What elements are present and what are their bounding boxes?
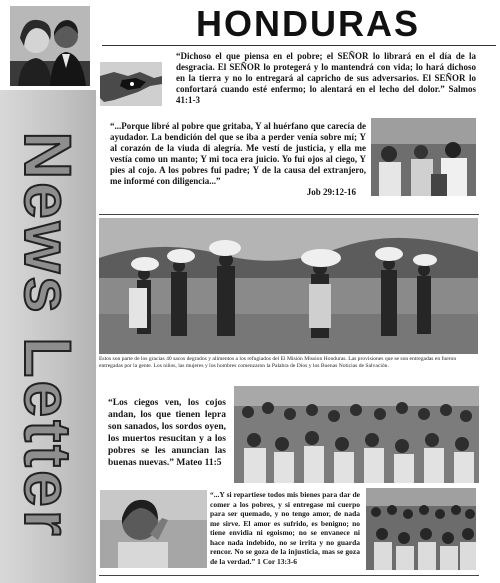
title-divider — [102, 45, 496, 46]
vertical-newsletter-title: News Letter — [11, 131, 85, 539]
job-quote — [110, 121, 366, 198]
vertical-title-wrap — [0, 90, 96, 580]
job-quote-text: “...Porque libré al pobre que gritaba, Y al huérfano que carecía de ayudador. La bendición del que se iba a perder venía sobre mí; Y al corazón de la viuda di alegría. Me vestí de justicia, y ella me vestía como un manto; Y mi toca era juicio. Yo fui ojos al ciego, Y pies al cojo. A los pobres fui padre; Y de la causa del extranjero, me informé con diligencia...” — [110, 121, 366, 186]
aid-distribution-photo — [99, 218, 478, 354]
corinthians-quote-text: “...Y si repartiese todos mis bienes para dar de comer a los pobres, y si entregase mi cuerpo para ser quemado, y no tengo amor, de nada me sirve. El amor es sufrido, es benigno; no tiene envidia ni egoismo; no se envanece ni hace nada indebido, no se irrita y no guarda rencor. No se goza de la injusticia, mas se goza de la verdad.” — [210, 490, 360, 566]
family-group-photo — [371, 118, 476, 196]
photo-divider-bottom — [99, 575, 479, 576]
corinthians-quote — [210, 490, 360, 566]
children-crowd-photo — [234, 386, 479, 483]
psalm-quote-reference: Salmos 41:1-3 — [176, 84, 477, 105]
psalm-quote — [176, 51, 476, 106]
gathering-crowd-photo — [366, 488, 476, 570]
matthew-quote — [108, 397, 226, 469]
matthew-quote-text: “Los ciegos ven, los cojos andan, los que tienen lepra son sanados, los sordos oyen, los muertos resucitan y a los pobres se les anuncian las buenas nuevas.” — [108, 398, 226, 468]
honduras-map-image — [100, 62, 162, 106]
photo-divider-top — [99, 214, 479, 215]
psalm-quote-text: “Dichoso el que piensa en el pobre; el SEÑOR lo librará en el día de la desgracia. El SEÑOR lo protegerá y lo mantendrá con vida; lo hará dichoso en la tierra y no lo entregará al capricho de sus adversarios. El SEÑOR lo confortará cuando esté enfermo; lo alentará en el lecho del dolor.” — [176, 51, 476, 94]
page-title: HONDURAS — [195, 3, 420, 44]
couple-portrait-photo — [10, 6, 90, 86]
matthew-quote-reference: Mateo 11:5 — [176, 458, 222, 468]
photo-caption: Estos son parte de los gracias 40 sacos degrados y alimentos a los refugiados del El Misión Mission Honduras. Las provisiones que se son entregadas en fueron entregadas por la gente. Los niños, las mujeres y los hombres comenzaron la Palabra de Dios y los Buenas Noticias de Salvación. — [99, 356, 457, 369]
praying-child-photo — [100, 490, 207, 568]
job-quote-reference: Job 29:12-16 — [306, 187, 356, 197]
corinthians-quote-reference: 1 Cor 13:3-6 — [257, 556, 297, 566]
